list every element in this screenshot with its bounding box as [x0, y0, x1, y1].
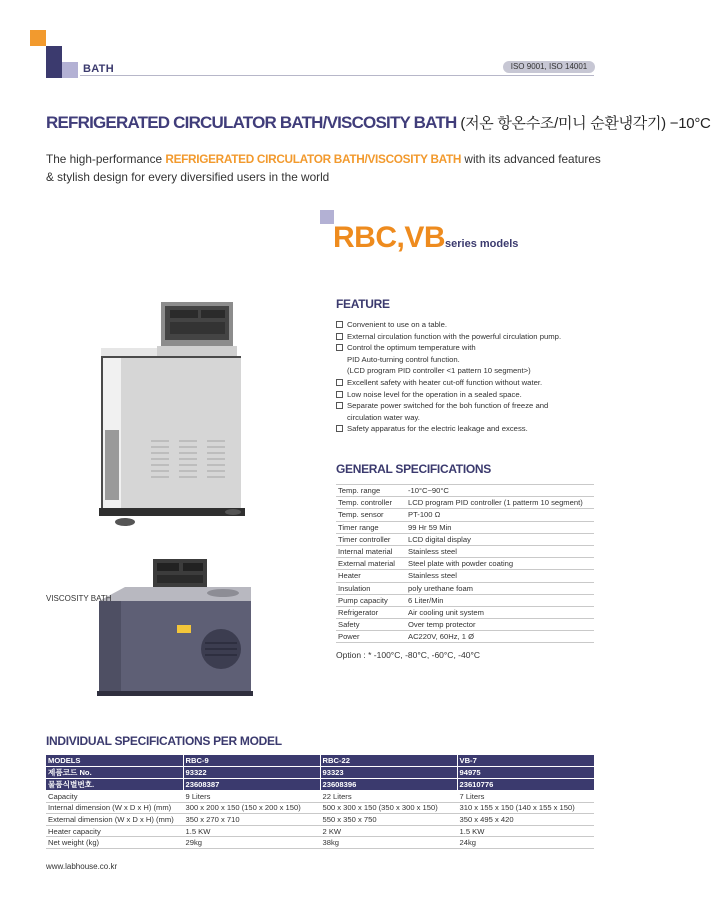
row-label: MODELS	[46, 755, 183, 767]
feature-item-continuation: (LCD program PID controller <1 pattern 10 segment>)	[347, 366, 531, 376]
checkbox-icon	[336, 333, 343, 340]
spec-key: Internal material	[336, 545, 406, 557]
viscosity-bath-photo	[95, 555, 255, 700]
spec-value: PT-100 Ω	[406, 509, 594, 521]
intro-after: with its advanced features & stylish design for every diversified users in the world	[46, 152, 601, 184]
title-korean: (저온 항온수조/미니 순환냉각기)	[460, 115, 666, 132]
spec-row	[336, 619, 594, 631]
series-marker	[320, 210, 334, 224]
spec-value: 99 Hr 59 Min	[406, 521, 594, 533]
spec-row	[336, 631, 594, 643]
model-header-row	[46, 767, 594, 779]
spec-row	[336, 558, 594, 570]
spec-value: Air cooling unit system	[406, 606, 594, 618]
intro-before: The high-performance	[46, 152, 166, 166]
intro-text	[46, 150, 606, 186]
model-value: VB-7	[457, 755, 594, 767]
model-spec-row	[46, 791, 594, 803]
spec-row	[336, 497, 594, 509]
model-value: 23608387	[183, 779, 320, 791]
feature-text: Convenient to use on a table.	[347, 320, 448, 329]
model-spec-row	[46, 837, 594, 849]
website-url: www.labhouse.co.kr	[46, 862, 118, 871]
certification-badge: ISO 9001, ISO 14001	[503, 61, 595, 73]
spec-value: Over temp protector	[406, 619, 594, 631]
model-value: 350 x 270 x 710	[183, 814, 320, 826]
model-spec-row	[46, 814, 594, 826]
spec-row	[336, 521, 594, 533]
series-heading	[333, 221, 518, 255]
model-header-row	[46, 755, 594, 767]
logo-square-navy	[46, 62, 62, 78]
feature-item	[336, 400, 606, 412]
section-label: BATH	[83, 63, 114, 75]
spec-row	[336, 545, 594, 557]
spec-value: 6 Liter/Min	[406, 594, 594, 606]
spec-value: AC220V, 60Hz, 1 Ø	[406, 631, 594, 643]
spec-key: Temp. sensor	[336, 509, 406, 521]
model-value: 9 Liters	[183, 791, 320, 803]
logo-square-lavender	[62, 62, 78, 78]
circulator-bath-photo	[95, 300, 255, 530]
model-value: 350 x 495 x 420	[457, 814, 594, 826]
model-spec-row	[46, 802, 594, 814]
spec-value: Stainless steel	[406, 545, 594, 557]
individual-specs-table	[46, 755, 594, 849]
model-value: 550 x 350 x 750	[320, 814, 457, 826]
spec-key: Temp. controller	[336, 497, 406, 509]
title-main: REFRIGERATED CIRCULATOR BATH/VISCOSITY BATH	[46, 113, 457, 132]
feature-text: External circulation function with the powerful circulation pump.	[347, 331, 562, 341]
model-value: 23608396	[320, 779, 457, 791]
individual-specs-heading: INDIVIDUAL SPECIFICATIONS PER MODEL	[46, 734, 282, 748]
spec-key: Insulation	[336, 582, 406, 594]
model-value: 93323	[320, 767, 457, 779]
model-value: RBC-9	[183, 755, 320, 767]
spec-value: Stainless steel	[406, 570, 594, 582]
row-label: 제품코드 No.	[46, 767, 183, 779]
feature-text: Control the optimum temperature with	[347, 343, 476, 353]
checkbox-icon	[336, 344, 343, 351]
general-specs-heading: GENERAL SPECIFICATIONS	[336, 462, 491, 476]
feature-heading: FEATURE	[336, 297, 390, 311]
spec-row	[336, 594, 594, 606]
row-label: External dimension (W x D x H) (mm)	[46, 814, 183, 826]
spec-row	[336, 582, 594, 594]
spec-key: Timer controller	[336, 533, 406, 545]
spec-key: Temp. range	[336, 485, 406, 497]
spec-value: -10°C~90°C	[406, 485, 594, 497]
feature-text: Excellent safety with heater cut-off function without water.	[347, 377, 543, 387]
row-label: Internal dimension (W x D x H) (mm)	[46, 802, 183, 814]
spec-row	[336, 509, 594, 521]
feature-item	[336, 389, 606, 401]
row-label: Heater capacity	[46, 825, 183, 837]
feature-text: Separate power switched for the boh function of freeze and	[347, 401, 549, 411]
feature-item	[336, 423, 606, 435]
checkbox-icon	[336, 321, 343, 328]
spec-key: Power	[336, 631, 406, 643]
spec-row	[336, 570, 594, 582]
model-value: 23610776	[457, 779, 594, 791]
feature-item-continuation: circulation water way.	[347, 412, 420, 422]
series-suffix: series models	[445, 238, 519, 250]
row-label: Capacity	[46, 791, 183, 803]
spec-row	[336, 485, 594, 497]
spec-key: Refrigerator	[336, 606, 406, 618]
spec-key: Timer range	[336, 521, 406, 533]
model-value: 93322	[183, 767, 320, 779]
checkbox-icon	[336, 379, 343, 386]
model-value: 38kg	[320, 837, 457, 849]
checkbox-icon	[336, 425, 343, 432]
model-value: 1.5 KW	[183, 825, 320, 837]
logo-square-navy	[46, 46, 62, 62]
feature-item-continuation: PID Auto-turning control function.	[347, 354, 460, 364]
spec-key: External material	[336, 558, 406, 570]
checkbox-icon	[336, 391, 343, 398]
model-value: 29kg	[183, 837, 320, 849]
row-label: 물품식별번호.	[46, 779, 183, 791]
spec-value: poly urethane foam	[406, 582, 594, 594]
model-value: 7 Liters	[457, 791, 594, 803]
model-header-row	[46, 779, 594, 791]
page-title	[46, 112, 711, 133]
option-note: Option : * -100°C, -80°C, -60°C, -40°C	[336, 650, 480, 660]
spec-value: LCD program PID controller (1 patterm 10 segment)	[406, 497, 594, 509]
row-label: Net weight (kg)	[46, 837, 183, 849]
model-value: 1.5 KW	[457, 825, 594, 837]
logo-square-orange	[30, 30, 46, 46]
model-value: 24kg	[457, 837, 594, 849]
feature-list	[336, 319, 606, 435]
checkbox-icon	[336, 402, 343, 409]
spec-key: Heater	[336, 570, 406, 582]
model-value: 500 x 300 x 150 (350 x 300 x 150)	[320, 802, 457, 814]
header-divider	[80, 75, 594, 76]
series-name: RBC,VB	[333, 221, 446, 254]
feature-text: Low noise level for the operation in a sealed space.	[347, 389, 522, 399]
brand-logo	[30, 30, 80, 80]
feature-item	[336, 319, 606, 331]
title-temp: −10°C	[669, 115, 711, 132]
model-value: 94975	[457, 767, 594, 779]
feature-item	[336, 342, 606, 354]
model-value: RBC-22	[320, 755, 457, 767]
general-specs-table	[336, 484, 594, 643]
feature-text: Safety apparatus for the electric leakage and excess.	[347, 424, 528, 434]
spec-row	[336, 606, 594, 618]
spec-value: LCD digital display	[406, 533, 594, 545]
model-value: 300 x 200 x 150 (150 x 200 x 150)	[183, 802, 320, 814]
feature-item	[336, 331, 606, 343]
spec-row	[336, 533, 594, 545]
model-value: 22 Liters	[320, 791, 457, 803]
spec-key: Safety	[336, 619, 406, 631]
model-value: 310 x 155 x 150 (140 x 155 x 150)	[457, 802, 594, 814]
spec-value: Steel plate with powder coating	[406, 558, 594, 570]
feature-item	[336, 377, 606, 389]
viscosity-bath-label: VISCOSITY BATH	[46, 594, 112, 603]
model-value: 2 KW	[320, 825, 457, 837]
spec-key: Pump capacity	[336, 594, 406, 606]
model-spec-row	[46, 825, 594, 837]
intro-highlight: REFRIGERATED CIRCULATOR BATH/VISCOSITY BATH	[165, 152, 462, 166]
